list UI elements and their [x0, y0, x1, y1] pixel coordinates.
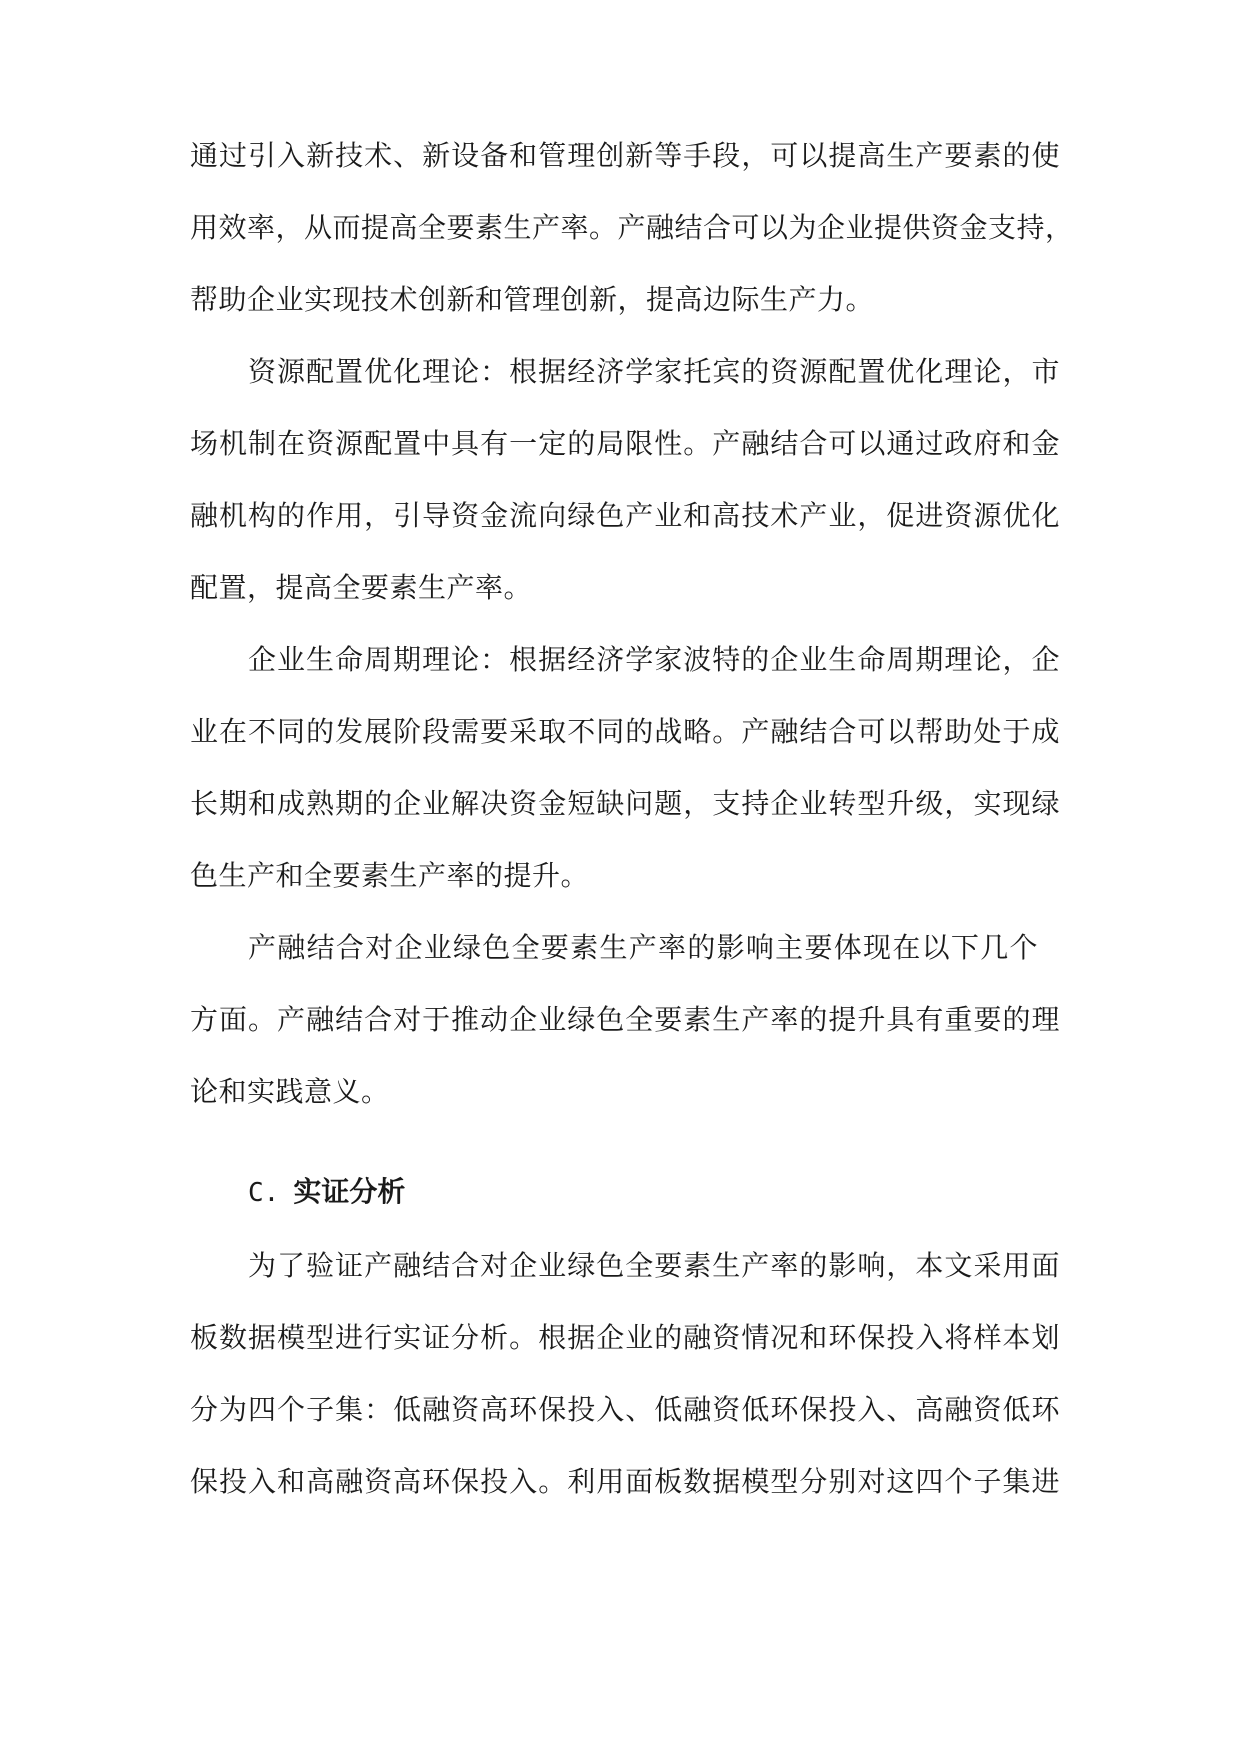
section-title: 实证分析: [293, 1175, 406, 1208]
section-heading: [248, 1174, 405, 1210]
paragraph-2-line-2: 场机制在资源配置中具有一定的局限性。产融结合可以通过政府和金: [190, 427, 1060, 460]
paragraph-2-line-3: 融机构的作用，引导资金流向绿色产业和高技术产业，促进资源优化: [190, 499, 1060, 532]
section-paragraph-line-1: 为了验证产融结合对企业绿色全要素生产率的影响，本文采用面: [248, 1249, 1060, 1282]
paragraph-3-line-1: 企业生命周期理论：根据经济学家波特的企业生命周期理论，企: [248, 643, 1060, 676]
paragraph-2-line-4: 配置，提高全要素生产率。: [190, 571, 533, 604]
section-paragraph-line-4: 保投入和高融资高环保投入。利用面板数据模型分别对这四个子集进: [190, 1465, 1060, 1498]
section-number: C.: [248, 1178, 280, 1208]
section-paragraph-line-2: 板数据模型进行实证分析。根据企业的融资情况和环保投入将样本划: [190, 1321, 1060, 1354]
paragraph-1-line-2: 用效率，从而提高全要素生产率。产融结合可以为企业提供资金支持，: [190, 211, 1074, 244]
paragraph-4-line-3: 论和实践意义。: [190, 1075, 390, 1108]
paragraph-3-line-3: 长期和成熟期的企业解决资金短缺问题，支持企业转型升级，实现绿: [190, 787, 1060, 820]
paragraph-4-line-2: 方面。产融结合对于推动企业绿色全要素生产率的提升具有重要的理: [190, 1003, 1060, 1036]
section-paragraph-line-3: 分为四个子集：低融资高环保投入、低融资低环保投入、高融资低环: [190, 1393, 1060, 1426]
paragraph-4-line-1: 产融结合对企业绿色全要素生产率的影响主要体现在以下几个: [248, 931, 1038, 964]
paragraph-3-line-4: 色生产和全要素生产率的提升。: [190, 859, 590, 892]
paragraph-1-line-3: 帮助企业实现技术创新和管理创新，提高边际生产力。: [190, 283, 875, 316]
paragraph-1-line-1: 通过引入新技术、新设备和管理创新等手段，可以提高生产要素的使: [190, 139, 1060, 172]
paragraph-2-line-1: 资源配置优化理论：根据经济学家托宾的资源配置优化理论，市: [248, 355, 1060, 388]
paragraph-3-line-2: 业在不同的发展阶段需要采取不同的战略。产融结合可以帮助处于成: [190, 715, 1060, 748]
